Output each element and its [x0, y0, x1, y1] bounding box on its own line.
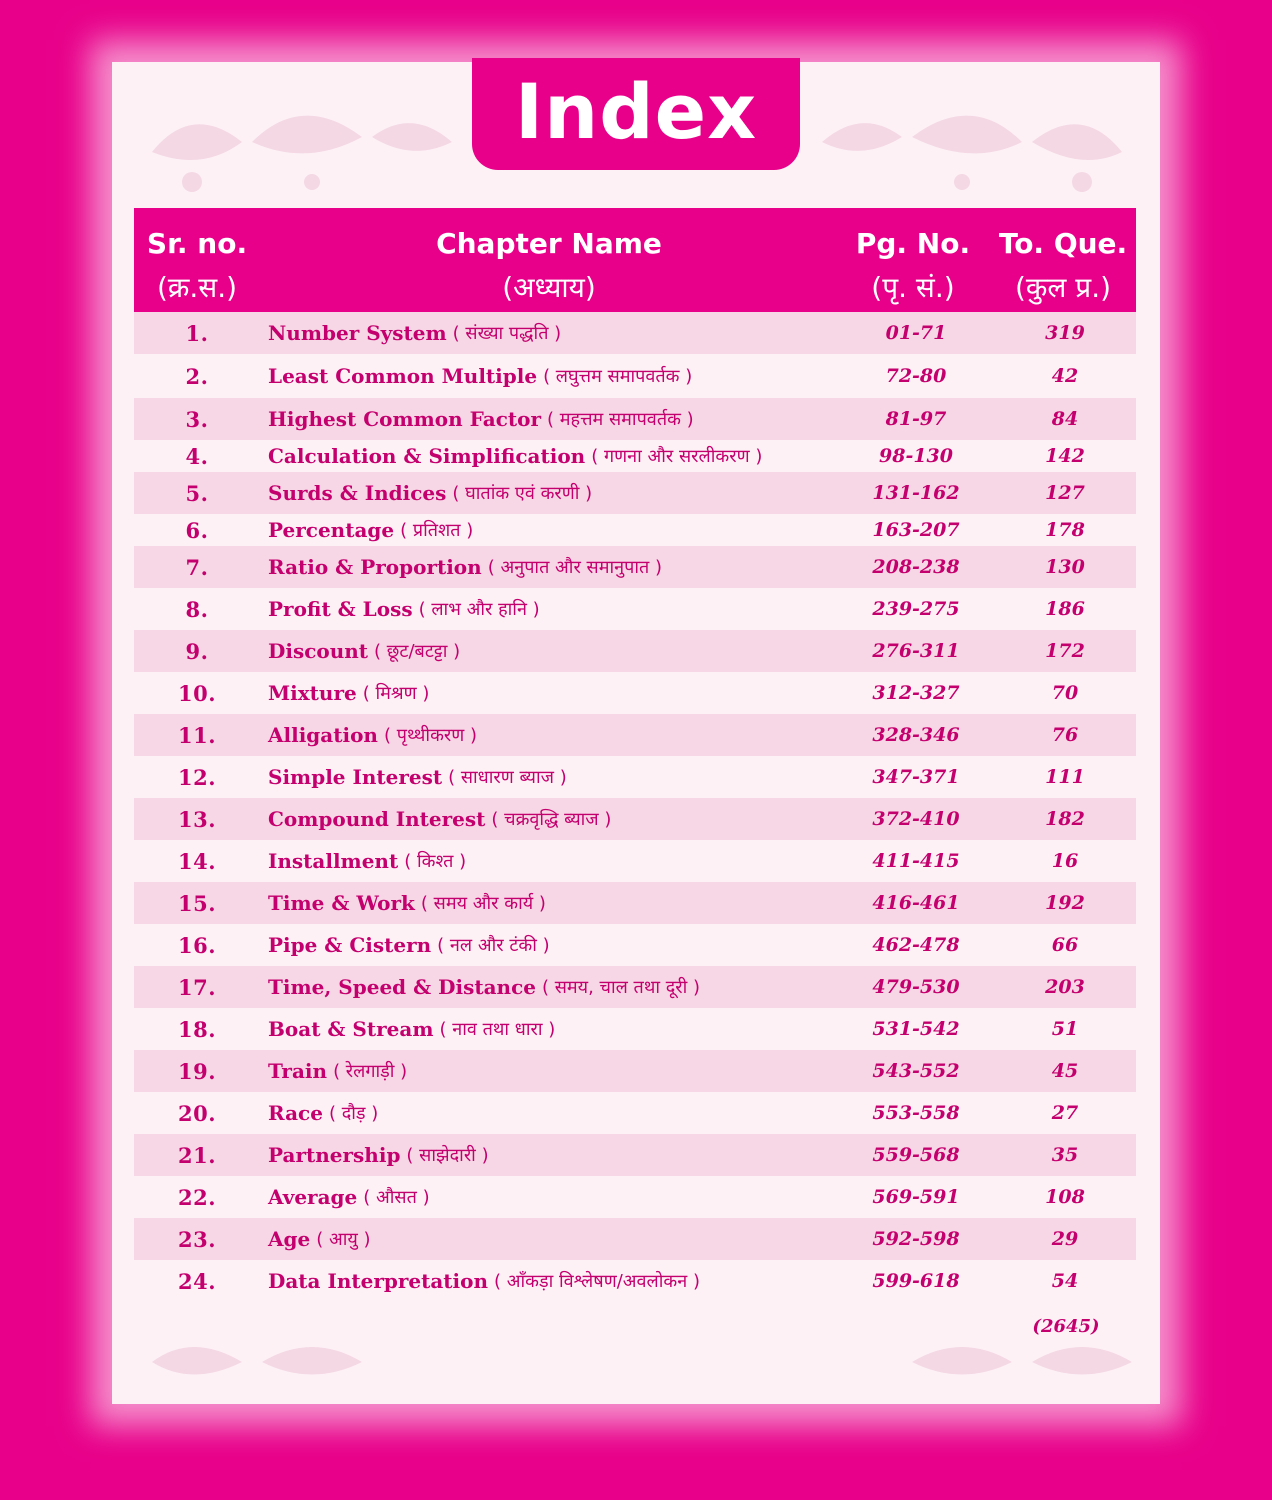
chapter-cell [268, 840, 848, 882]
table-row [134, 312, 1136, 354]
question-count: 51 [1051, 1018, 1079, 1040]
header-total-label: To. Que. [998, 227, 1128, 260]
serial-number: 3. [185, 406, 209, 432]
question-count: 186 [1045, 598, 1085, 620]
chapter-cell [268, 398, 848, 440]
question-count: 42 [1051, 365, 1079, 387]
question-count: 203 [1045, 976, 1085, 998]
serial-number: 9. [185, 638, 209, 664]
table-row [134, 1092, 1136, 1134]
question-count: 66 [1051, 934, 1079, 956]
chapter-name-hindi: ( आँकड़ा विश्लेषण/अवलोकन ) [494, 1271, 700, 1292]
table-row [134, 398, 1136, 440]
chapter-cell [268, 966, 848, 1008]
table-row [134, 630, 1136, 672]
floral-ornament-bottom-left [132, 1332, 462, 1392]
question-count: 142 [1045, 445, 1085, 467]
table-row [134, 1260, 1136, 1302]
chapter-name-hindi: ( प्रतिशत ) [400, 520, 474, 541]
chapter-name-hindi: ( पृथ्थीकरण ) [383, 725, 478, 746]
chapter-name: Age [268, 1227, 311, 1251]
chapter-name-hindi: ( संख्या पद्धति ) [452, 323, 562, 344]
chapter-name-hindi: ( आयु ) [316, 1229, 371, 1250]
serial-number: 21. [177, 1142, 217, 1168]
total-questions: (2645) [1032, 1316, 1100, 1337]
chapter-name-hindi: ( दौड़ ) [328, 1103, 379, 1124]
chapter-name: Number System [268, 321, 447, 345]
question-count: 76 [1051, 724, 1079, 746]
page-range: 01-71 [885, 322, 947, 344]
chapter-name-hindi: ( लघुत्तम समापवर्तक ) [543, 366, 693, 387]
chapter-name-hindi: ( रेलगाड़ी ) [333, 1061, 408, 1082]
chapter-name-hindi: ( छूट/बटट्टा ) [374, 641, 461, 662]
chapter-name-hindi: ( महत्तम समापवर्तक ) [547, 409, 694, 430]
page-range: 163-207 [872, 519, 960, 541]
table-row [134, 1218, 1136, 1260]
chapter-name: Highest Common Factor [268, 407, 541, 431]
question-count: 35 [1051, 1144, 1079, 1166]
page-range: 347-371 [872, 766, 960, 788]
page-range: 531-542 [872, 1018, 960, 1040]
chapter-cell [268, 1092, 848, 1134]
question-count: 182 [1045, 808, 1085, 830]
header-total-questions [990, 222, 1136, 310]
page-range: 543-552 [872, 1060, 960, 1082]
page-range: 98-130 [879, 445, 953, 467]
title-tab [472, 58, 800, 170]
question-count: 108 [1045, 1186, 1085, 1208]
question-count: 319 [1045, 322, 1085, 344]
table-row [134, 472, 1136, 514]
chapter-name-hindi: ( मिश्रण ) [362, 683, 430, 704]
chapter-name-hindi: ( अनुपात और समानुपात ) [487, 557, 663, 578]
header-page-label: Pg. No. [855, 227, 971, 260]
header-sr-hindi: (क्र.स.) [156, 271, 238, 304]
chapter-name: Ratio & Proportion [268, 555, 482, 579]
serial-number: 4. [185, 443, 209, 469]
serial-number: 18. [177, 1016, 217, 1042]
chapter-cell [268, 440, 848, 472]
chapter-name: Race [268, 1101, 323, 1125]
table-header [134, 208, 1136, 312]
serial-number: 20. [177, 1100, 217, 1126]
question-count: 16 [1051, 850, 1079, 872]
question-count: 45 [1051, 1060, 1079, 1082]
chapter-cell [268, 1176, 848, 1218]
chapter-name-hindi: ( समय और कार्य ) [420, 893, 546, 914]
chapter-name: Data Interpretation [268, 1269, 489, 1293]
page-range: 599-618 [872, 1270, 960, 1292]
page-range: 462-478 [872, 934, 960, 956]
serial-number: 17. [177, 974, 217, 1000]
page-range: 328-346 [872, 724, 960, 746]
floral-ornament-top-left [132, 82, 462, 202]
serial-number: 19. [177, 1058, 217, 1084]
serial-number: 2. [185, 363, 209, 389]
chapter-cell [268, 546, 848, 588]
chapter-cell [268, 714, 848, 756]
chapter-name-hindi: ( साधारण ब्याज ) [448, 767, 567, 788]
page-range: 416-461 [872, 892, 960, 914]
table-row [134, 1134, 1136, 1176]
header-page-hindi: (पृ. सं.) [871, 271, 955, 304]
chapter-name: Least Common Multiple [268, 364, 538, 388]
header-sr-no [134, 222, 260, 310]
chapter-name: Mixture [268, 681, 357, 705]
chapter-name: Installment [268, 849, 399, 873]
chapter-cell [268, 1134, 848, 1176]
page-range: 553-558 [872, 1102, 960, 1124]
chapter-cell [268, 1218, 848, 1260]
chapter-name-hindi: ( नाव तथा धारा ) [439, 1019, 556, 1040]
header-page-no [838, 222, 988, 310]
question-count: 70 [1051, 682, 1079, 704]
chapter-name: Profit & Loss [268, 597, 413, 621]
chapter-cell [268, 1260, 848, 1302]
chapter-cell [268, 354, 848, 398]
chapter-name: Boat & Stream [268, 1017, 434, 1041]
chapter-name: Average [268, 1185, 358, 1209]
question-count: 27 [1051, 1102, 1079, 1124]
header-sr-label: Sr. no. [146, 227, 248, 260]
chapter-name: Compound Interest [268, 807, 486, 831]
chapter-name: Train [268, 1059, 328, 1083]
page-range: 131-162 [872, 482, 960, 504]
chapter-name-hindi: ( किश्त ) [404, 851, 467, 872]
page-range: 479-530 [872, 976, 960, 998]
chapter-name-hindi: ( घातांक एवं करणी ) [452, 483, 593, 504]
serial-number: 15. [177, 890, 217, 916]
page-range: 81-97 [885, 408, 947, 430]
header-chapter-label: Chapter Name [436, 227, 662, 260]
page-range: 208-238 [872, 556, 960, 578]
question-count: 127 [1045, 482, 1085, 504]
table-row [134, 546, 1136, 588]
table-row [134, 798, 1136, 840]
page-range: 239-275 [872, 598, 960, 620]
question-count: 54 [1051, 1270, 1079, 1292]
page-range: 411-415 [872, 850, 960, 872]
table-row [134, 514, 1136, 546]
question-count: 29 [1051, 1228, 1079, 1250]
chapter-name: Pipe & Cistern [268, 933, 432, 957]
chapter-cell [268, 1050, 848, 1092]
index-table-body [134, 312, 1136, 1302]
chapter-cell [268, 630, 848, 672]
serial-number: 13. [177, 806, 217, 832]
serial-number: 1. [185, 320, 209, 346]
chapter-cell [268, 924, 848, 966]
chapter-name: Simple Interest [268, 765, 443, 789]
table-row [134, 1176, 1136, 1218]
table-row [134, 882, 1136, 924]
serial-number: 6. [185, 517, 209, 543]
chapter-name-hindi: ( समय, चाल तथा दूरी ) [541, 977, 701, 998]
page-range: 569-591 [872, 1186, 960, 1208]
question-count: 111 [1045, 766, 1085, 788]
chapter-cell [268, 756, 848, 798]
serial-number: 10. [177, 680, 217, 706]
table-row [134, 714, 1136, 756]
chapter-cell [268, 472, 848, 514]
table-row [134, 756, 1136, 798]
floral-ornament-top-right [812, 82, 1142, 202]
chapter-cell [268, 588, 848, 630]
floral-ornament-bottom-right [812, 1332, 1142, 1392]
chapter-name-hindi: ( औसत ) [363, 1187, 430, 1208]
chapter-name: Percentage [268, 518, 395, 542]
table-row [134, 354, 1136, 398]
serial-number: 8. [185, 596, 209, 622]
table-row [134, 924, 1136, 966]
header-chapter-name [324, 222, 774, 310]
serial-number: 22. [177, 1184, 217, 1210]
page-range: 559-568 [872, 1144, 960, 1166]
question-count: 192 [1045, 892, 1085, 914]
chapter-name: Discount [268, 639, 369, 663]
table-row [134, 840, 1136, 882]
chapter-name: Time, Speed & Distance [268, 975, 536, 999]
table-row [134, 672, 1136, 714]
header-chapter-hindi: (अध्याय) [502, 271, 596, 304]
chapter-name: Alligation [268, 723, 378, 747]
table-row [134, 1008, 1136, 1050]
serial-number: 24. [177, 1268, 217, 1294]
chapter-name-hindi: ( चक्रवृद्धि ब्याज ) [491, 809, 612, 830]
serial-number: 14. [177, 848, 217, 874]
page-range: 372-410 [872, 808, 960, 830]
question-count: 130 [1045, 556, 1085, 578]
chapter-cell [268, 312, 848, 354]
page-range: 72-80 [885, 365, 947, 387]
chapter-name: Partnership [268, 1143, 401, 1167]
table-row [134, 1050, 1136, 1092]
question-count: 178 [1045, 519, 1085, 541]
page-range: 276-311 [872, 640, 960, 662]
question-count: 172 [1045, 640, 1085, 662]
header-total-hindi: (कुल प्र.) [1014, 271, 1112, 304]
question-count: 84 [1051, 408, 1079, 430]
chapter-cell [268, 514, 848, 546]
page-range: 312-327 [872, 682, 960, 704]
chapter-cell [268, 1008, 848, 1050]
chapter-name-hindi: ( नल और टंकी ) [437, 935, 550, 956]
serial-number: 7. [185, 554, 209, 580]
table-row [134, 588, 1136, 630]
chapter-name-hindi: ( लाभ और हानि ) [418, 599, 540, 620]
chapter-name: Calculation & Simplification [268, 444, 586, 468]
page-range: 592-598 [872, 1228, 960, 1250]
chapter-name-hindi: ( साझेदारी ) [406, 1145, 489, 1166]
chapter-cell [268, 798, 848, 840]
serial-number: 12. [177, 764, 217, 790]
serial-number: 11. [177, 722, 217, 748]
serial-number: 23. [177, 1226, 217, 1252]
page-title: Index [514, 66, 758, 156]
serial-number: 5. [185, 480, 209, 506]
chapter-cell [268, 672, 848, 714]
chapter-name: Time & Work [268, 891, 415, 915]
chapter-name-hindi: ( गणना और सरलीकरण ) [591, 446, 763, 467]
serial-number: 16. [177, 932, 217, 958]
chapter-name: Surds & Indices [268, 481, 447, 505]
table-row [134, 966, 1136, 1008]
chapter-cell [268, 882, 848, 924]
table-row [134, 440, 1136, 472]
